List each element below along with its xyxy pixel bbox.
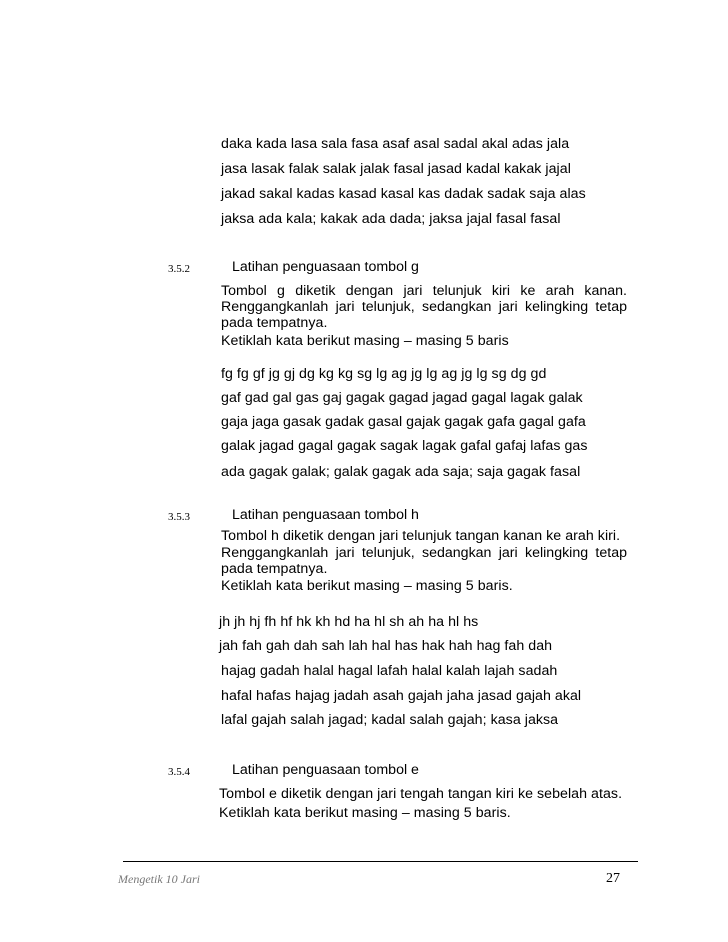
practice-line: lafal gajah salah jagad; kadal salah gajah; kasa jaksa xyxy=(221,712,559,728)
practice-line: jah fah gah dah sah lah hal has hak hah hag fah dah xyxy=(219,638,553,654)
section-heading: Latihan penguasaan tombol e xyxy=(232,762,419,778)
page-number: 27 xyxy=(606,871,620,886)
instruction: Ketiklah kata berikut masing – masing 5 baris. xyxy=(219,805,511,821)
practice-line: ada gagak galak; galak gagak ada saja; saja gagak fasal xyxy=(221,464,581,480)
paragraph-line: Tombol e diketik dengan jari tengah tangan kiri ke sebelah atas. xyxy=(219,786,623,802)
section-heading: Latihan penguasaan tombol h xyxy=(232,507,419,523)
practice-line: jakad sakal kadas kasad kasal kas dadak sadak saja alas xyxy=(221,186,586,202)
instruction: Ketiklah kata berikut masing – masing 5 baris. xyxy=(221,578,513,594)
section-number: 3.5.2 xyxy=(168,263,190,275)
practice-line: gaja jaga gasak gadak gasal gajak gagak gafa gagal gafa xyxy=(221,414,586,430)
practice-line: daka kada lasa sala fasa asaf asal sadal akal adas jala xyxy=(221,136,570,152)
section-number: 3.5.4 xyxy=(168,766,190,778)
practice-line: jh jh hj fh hf hk kh hd ha hl sh ah ha hl hs xyxy=(219,614,479,630)
paragraph-line: Tombol h diketik dengan jari telunjuk tangan kanan ke arah kiri. xyxy=(221,528,621,544)
paragraph-line: Tombol g diketik dengan jari telunjuk kiri ke arah kanan. xyxy=(221,283,627,299)
paragraph-line: pada tempatnya. xyxy=(221,315,328,331)
practice-line: gaf gad gal gas gaj gagak gagad jagad gagal lagak galak xyxy=(221,390,583,406)
practice-line: hafal hafas hajag jadah asah gajah jaha jasad gajah akal xyxy=(221,688,582,704)
practice-line: galak jagad gagal gagak sagak lagak gafal gafaj lafas gas xyxy=(221,438,588,454)
paragraph-line: Renggangkanlah jari telunjuk, sedangkan jari kelingking tetap xyxy=(221,545,627,561)
section-heading: Latihan penguasaan tombol g xyxy=(232,259,419,275)
footer-rule xyxy=(123,861,638,862)
practice-line: fg fg gf jg gj dg kg kg sg lg ag jg lg ag jg lg sg dg gd xyxy=(221,366,547,382)
section-number: 3.5.3 xyxy=(168,511,190,523)
instruction: Ketiklah kata berikut masing – masing 5 baris xyxy=(221,333,509,349)
footer-title: Mengetik 10 Jari xyxy=(118,872,200,886)
practice-line: jaksa ada kala; kakak ada dada; jaksa jajal fasal fasal xyxy=(221,211,561,227)
practice-line: jasa lasak falak salak jalak fasal jasad kadal kakak jajal xyxy=(221,161,571,177)
paragraph-line: Renggangkanlah jari telunjuk, sedangkan jari kelingking tetap xyxy=(221,299,627,315)
paragraph-line: pada tempatnya. xyxy=(221,561,328,577)
practice-line: hajag gadah halal hagal lafah halal kalah lajah sadah xyxy=(221,663,558,679)
